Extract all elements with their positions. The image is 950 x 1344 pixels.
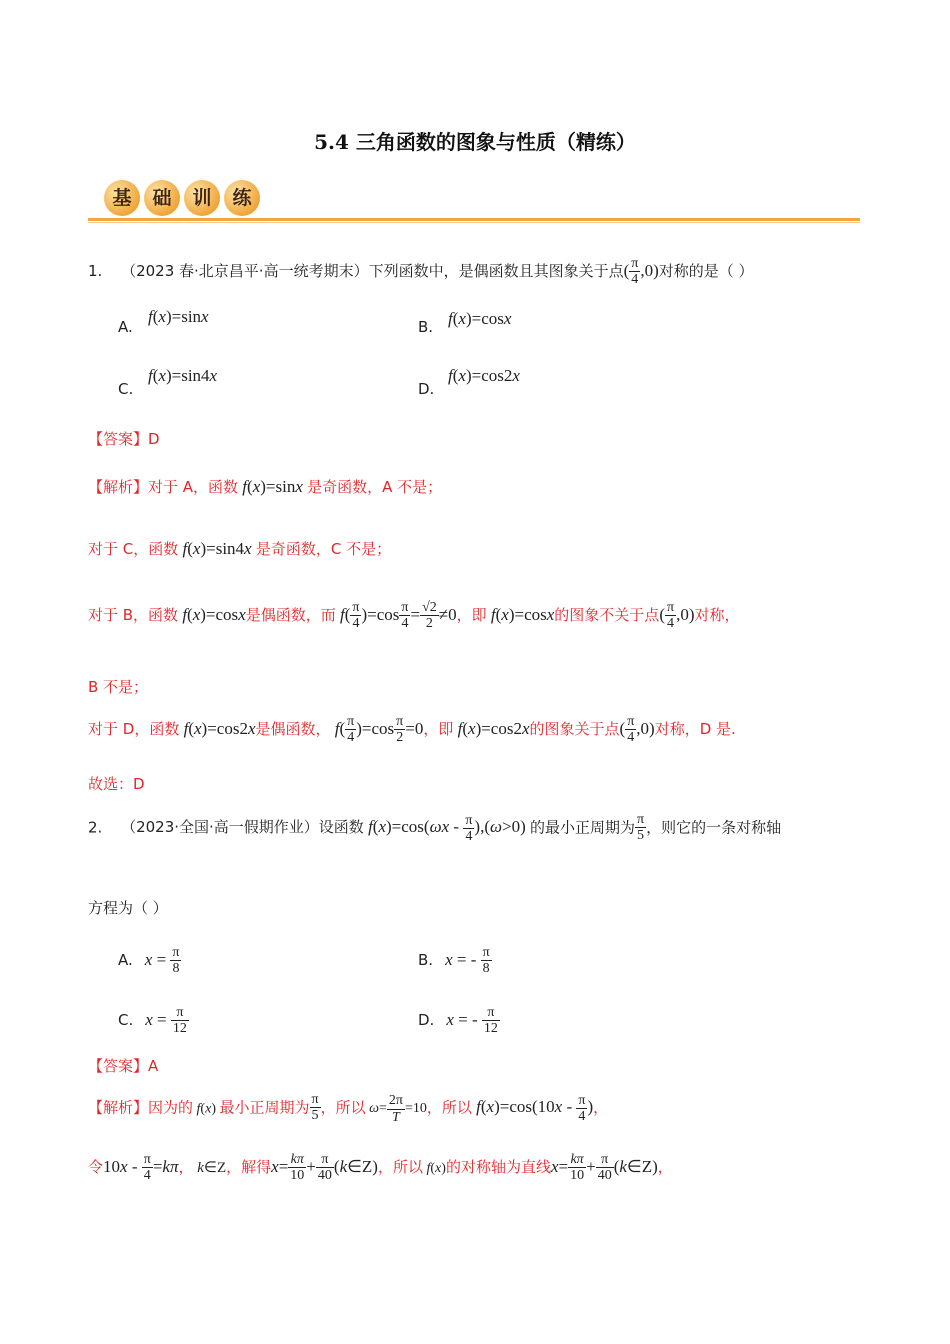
- q1-analysis-d: 对于 D，函数 f(x)=cos2x是偶函数， f( $\frac{\pi}{4}$ )=cos $\frac{\pi}{2}$ =0，即 f(x)=cos2x的图象关于点( $\frac{\pi}{4}$ ,0)对称，D 是.: [88, 714, 736, 746]
- q1-answer: 【答案】D: [88, 430, 160, 448]
- section-divider-light: [88, 222, 860, 223]
- q2-option-a: A. x = $\frac{\pi}{8}$: [118, 945, 180, 977]
- page-title: 5.4 三角函数的图象与性质（精练）: [314, 130, 636, 154]
- q1-analysis-a: 【解析】对于 A，函数 f(x)=sinx 是奇函数，A 不是；: [88, 477, 443, 496]
- q1-option-b-expr: f(x)=cosx: [448, 309, 512, 328]
- q1-analysis-c: 对于 C，函数 f(x)=sin4x 是奇函数，C 不是；: [88, 539, 392, 558]
- q2-option-d: D. x = - $\frac{\pi}{12}$: [418, 1005, 498, 1037]
- q1-analysis-b: 对于 B，函数 f(x)=cosx是偶函数，而 f( $\frac{\pi}{4}$ )=cos $\frac{\pi}{4}$ = $\frac{√2}{2}$ ≠0，即 f(x)=cosx的图象不关于点( $\frac{\pi}{4}$ ,0)对称，: [88, 600, 740, 632]
- question-2-stem-cont: 方程为（ ）: [88, 899, 168, 917]
- q1-option-c: C.: [118, 380, 134, 398]
- question-number: 1.: [88, 261, 103, 280]
- q1-analysis-b-cont: B 不是；: [88, 678, 149, 696]
- q1-option-d: D.: [418, 380, 435, 398]
- question-2-stem: 2. （2023·全国·高一假期作业）设函数 f(x)=cos(ωx - $\frac{\pi}{4}$ ),(ω>0) 的最小正周期为 $\frac{\pi}{5}$ ，则它的一条对称轴: [88, 812, 782, 844]
- q2-answer: 【答案】A: [88, 1057, 159, 1075]
- q2-option-b: B. x = - $\frac{\pi}{8}$: [418, 945, 490, 977]
- question-number: 2.: [88, 818, 103, 837]
- q1-option-a-expr: f(x)=sinx: [148, 307, 209, 326]
- section-divider: [88, 218, 860, 221]
- banner-char-1: 基: [104, 180, 140, 216]
- q1-option-c-expr: f(x)=sin4x: [148, 366, 218, 385]
- q2-analysis-2: 令10x - $\frac{\pi}{4}$ =kπ， k∈Z，解得x= $\frac{k\pi}{10}$ + $\frac{\pi}{40}$ (k∈Z)，所以 f(x)的对称轴为直线x= $\frac{k\pi}{10}$ + $\frac{\pi}{40}$ (k∈Z)，: [88, 1152, 673, 1184]
- banner-char-2: 础: [144, 180, 180, 216]
- q2-option-c: C. x = $\frac{\pi}{12}$: [118, 1005, 187, 1037]
- banner-char-3: 训: [184, 180, 220, 216]
- q1-option-b: B.: [418, 318, 434, 336]
- question-1-stem: 1. （2023 春·北京昌平·高一统考期末）下列函数中，是偶函数且其图象关于点( $\frac{\pi}{4}$ ,0)对称的是（ ）: [88, 256, 754, 288]
- q1-conclusion: 故选：D: [88, 775, 145, 793]
- q2-analysis-1: 【解析】因为的 f(x) 最小正周期为 $\frac{\pi}{5}$ ，所以 ω= $\frac{2\pi}{T}$ =10，所以 f(x)=cos(10x - $\frac{\pi}{4}$ )，: [88, 1092, 609, 1125]
- q1-option-a: A.: [118, 318, 133, 336]
- q1-option-d-expr: f(x)=cos2x: [448, 366, 520, 385]
- banner-char-4: 练: [224, 180, 260, 216]
